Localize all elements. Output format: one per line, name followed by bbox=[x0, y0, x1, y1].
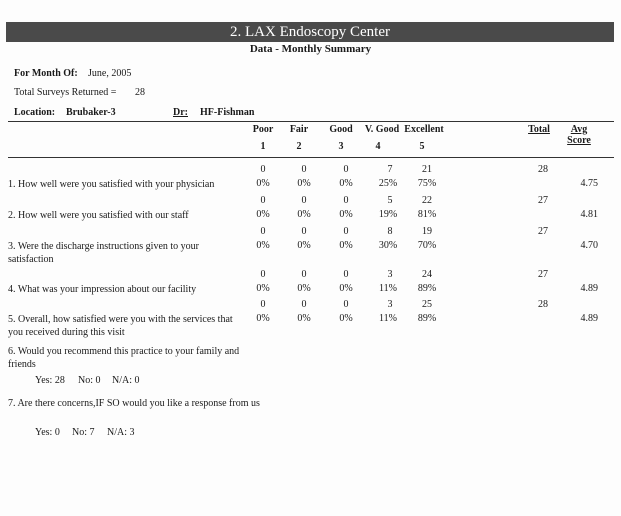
avg-score-cell: 4.81 bbox=[580, 209, 598, 220]
pct-cell: 0% bbox=[339, 240, 353, 251]
col-fair-num: 2 bbox=[296, 141, 302, 152]
count-cell: 0 bbox=[343, 164, 349, 175]
count-cell: 0 bbox=[301, 269, 307, 280]
total-cell: 27 bbox=[538, 269, 548, 280]
pct-cell: 0% bbox=[339, 283, 353, 294]
question-5: 5. Overall, how satisfied were you with the services that you received during this visit bbox=[8, 314, 233, 338]
q6-yes: Yes: 28 bbox=[35, 375, 65, 386]
count-cell: 22 bbox=[422, 195, 432, 206]
count-cell: 0 bbox=[301, 226, 307, 237]
count-cell: 0 bbox=[260, 299, 266, 310]
question-3: 3. Were the discharge instructions given to your satisfaction bbox=[8, 241, 200, 265]
count-cell: 0 bbox=[343, 299, 349, 310]
pct-cell: 25% bbox=[378, 178, 398, 189]
report-subtitle: Data - Monthly Summary bbox=[249, 43, 372, 55]
col-vgood: V. Good bbox=[364, 124, 400, 135]
total-cell: 28 bbox=[538, 164, 548, 175]
count-cell: 19 bbox=[422, 226, 432, 237]
pct-cell: 0% bbox=[256, 209, 270, 220]
count-cell: 3 bbox=[387, 299, 393, 310]
col-avg-score bbox=[562, 124, 596, 146]
question-4: 4. What was your impression about our facility bbox=[8, 284, 197, 295]
col-avg-line1: Avg bbox=[570, 124, 588, 135]
pct-cell: 81% bbox=[417, 209, 437, 220]
location-label: Location: bbox=[14, 107, 56, 118]
col-good: Good bbox=[329, 124, 353, 135]
col-avg-line2: Score bbox=[567, 135, 591, 146]
surveys-value: 28 bbox=[135, 87, 145, 98]
count-cell: 3 bbox=[387, 269, 393, 280]
question-1: 1. How well were you satisfied with your physician bbox=[8, 179, 215, 190]
question-6: 6. Would you recommend this practice to your family and friends bbox=[8, 346, 240, 370]
report-title: 2. LAX Endoscopy Center bbox=[230, 24, 390, 40]
avg-score-cell: 4.89 bbox=[580, 313, 598, 324]
count-cell: 0 bbox=[260, 195, 266, 206]
pct-cell: 0% bbox=[297, 283, 311, 294]
count-cell: 5 bbox=[387, 195, 393, 206]
col-total: Total bbox=[528, 124, 550, 135]
q6-no: No: 0 bbox=[78, 375, 101, 386]
pct-cell: 0% bbox=[339, 313, 353, 324]
q7-yes: Yes: 0 bbox=[35, 427, 60, 438]
col-poor-num: 1 bbox=[260, 141, 266, 152]
total-cell: 28 bbox=[538, 299, 548, 310]
count-cell: 0 bbox=[343, 226, 349, 237]
surveys-label: Total Surveys Returned = bbox=[14, 87, 117, 98]
count-cell: 24 bbox=[422, 269, 432, 280]
location-value: Brubaker-3 bbox=[66, 107, 116, 118]
pct-cell: 89% bbox=[417, 283, 437, 294]
total-cell: 27 bbox=[538, 195, 548, 206]
title-bar bbox=[6, 22, 614, 42]
month-value: June, 2005 bbox=[88, 68, 132, 79]
question-7: 7. Are there concerns,IF SO would you like a response from us bbox=[8, 398, 260, 409]
count-cell: 8 bbox=[387, 226, 393, 237]
count-cell: 7 bbox=[387, 164, 393, 175]
count-cell: 21 bbox=[422, 164, 432, 175]
count-cell: 0 bbox=[301, 299, 307, 310]
pct-cell: 0% bbox=[256, 178, 270, 189]
q7-na: N/A: 3 bbox=[107, 427, 135, 438]
count-cell: 25 bbox=[422, 299, 432, 310]
count-cell: 0 bbox=[260, 269, 266, 280]
pct-cell: 0% bbox=[297, 209, 311, 220]
avg-score-cell: 4.70 bbox=[580, 240, 598, 251]
col-excellent: Excellent bbox=[404, 124, 444, 135]
col-good-num: 3 bbox=[338, 141, 344, 152]
header-rule bbox=[8, 121, 614, 122]
pct-cell: 0% bbox=[256, 313, 270, 324]
pct-cell: 0% bbox=[297, 240, 311, 251]
pct-cell: 70% bbox=[417, 240, 437, 251]
pct-cell: 89% bbox=[417, 313, 437, 324]
col-excellent-num: 5 bbox=[419, 141, 425, 152]
pct-cell: 75% bbox=[417, 178, 437, 189]
count-cell: 0 bbox=[301, 195, 307, 206]
col-poor: Poor bbox=[252, 124, 274, 135]
pct-cell: 0% bbox=[339, 178, 353, 189]
count-cell: 0 bbox=[260, 226, 266, 237]
avg-score-cell: 4.75 bbox=[580, 178, 598, 189]
pct-cell: 0% bbox=[297, 178, 311, 189]
q6-na: N/A: 0 bbox=[112, 375, 140, 386]
dr-label: Dr: bbox=[173, 107, 188, 118]
pct-cell: 0% bbox=[256, 240, 270, 251]
header-bottom-rule bbox=[8, 157, 614, 158]
pct-cell: 0% bbox=[297, 313, 311, 324]
month-label: For Month Of: bbox=[14, 68, 78, 79]
col-fair: Fair bbox=[289, 124, 309, 135]
avg-score-cell: 4.89 bbox=[580, 283, 598, 294]
pct-cell: 19% bbox=[378, 209, 398, 220]
col-vgood-num: 4 bbox=[375, 141, 381, 152]
pct-cell: 0% bbox=[339, 209, 353, 220]
pct-cell: 11% bbox=[379, 313, 397, 324]
count-cell: 0 bbox=[260, 164, 266, 175]
pct-cell: 0% bbox=[256, 283, 270, 294]
count-cell: 0 bbox=[343, 269, 349, 280]
pct-cell: 30% bbox=[378, 240, 398, 251]
dr-value: HF-Fishman bbox=[200, 107, 255, 118]
total-cell: 27 bbox=[538, 226, 548, 237]
q7-no: No: 7 bbox=[72, 427, 95, 438]
count-cell: 0 bbox=[343, 195, 349, 206]
count-cell: 0 bbox=[301, 164, 307, 175]
question-2: 2. How well were you satisfied with our staff bbox=[8, 210, 189, 221]
pct-cell: 11% bbox=[379, 283, 397, 294]
